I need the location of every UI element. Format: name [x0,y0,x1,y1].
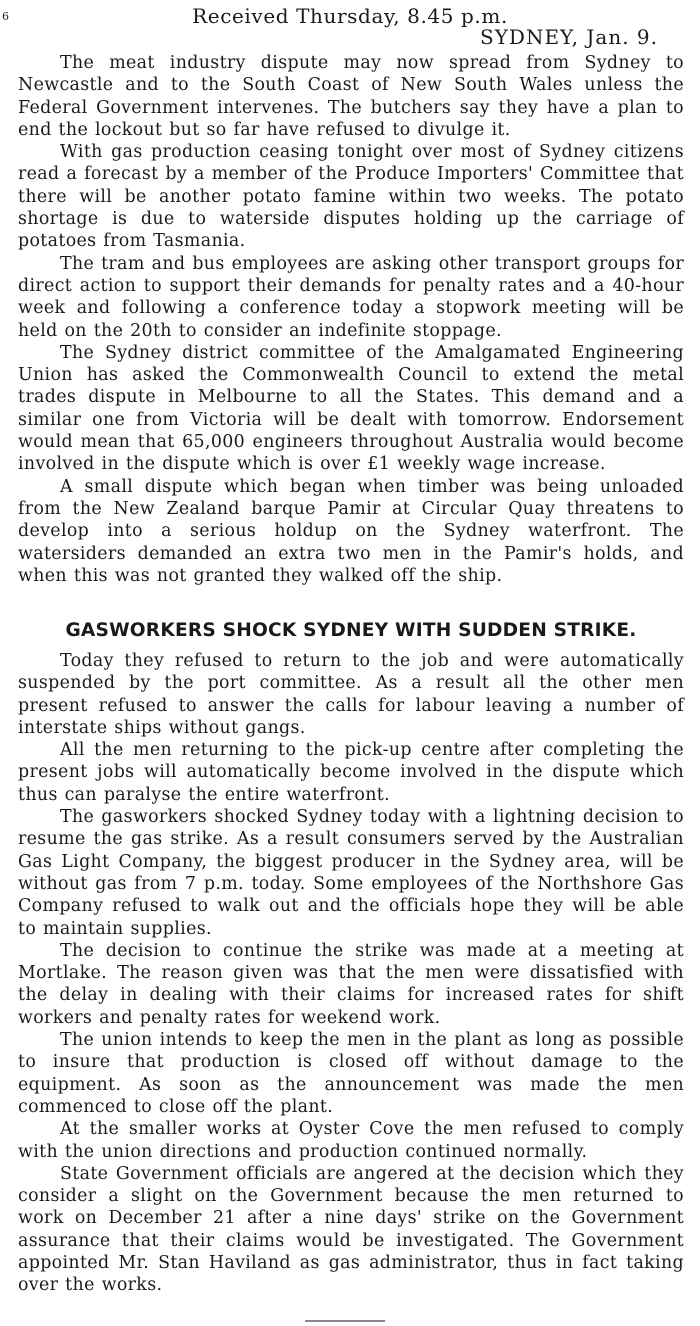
paragraph: At the smaller works at Oyster Cove the men refused to comply with the union directions and production continued normally. [18,1119,684,1162]
article-body-top [18,52,684,587]
paragraph: Today they refused to return to the job and were automatically suspended by the port committee. As a result all the other men present refused to answer the calls for labour leaving a number of interstate ships without gangs. [18,651,684,738]
paragraph: A small dispute which began when timber was being unloaded from the New Zealand barque Pamir at Circular Quay threatens to develop into a serious holdup on the Sydney waterfront. The watersiders demanded an extra two men in the Pamir's holds, and when this was not granted they walked off the ship. [18,476,684,586]
paragraph: The decision to continue the strike was made at a meeting at Mortlake. The reason given was that the men were dissatisfied with the delay in dealing with their claims for increased rates for shift workers and penalty rates for weekend work. [18,940,684,1028]
dateline: SYDNEY, Jan. 9. [480,25,658,49]
paragraph: State Government officials are angered at the decision which they consider a slight on the Government because the men returned to work on December 21 after a nine days' strike on the Government assurance that their claims would be investigated. The Government appointed Mr. Stan Haviland as gas administrator, thus in fact taking over the works. [18,1163,684,1296]
received-time: Received Thursday, 8.45 p.m. [192,4,508,28]
paragraph: With gas production ceasing tonight over most of Sydney citizens read a forecast by a member of the Produce Importers' Committee that there will be another potato famine within two weeks. The potato shortage is due to waterside disputes holding up the carriage of potatoes from Tasmania. [18,142,684,252]
column-end-rule [305,1320,385,1322]
paragraph: The meat industry dispute may now spread from Sydney to Newcastle and to the South Coast of New South Wales unless the Federal Government intervenes. The butchers say they have a plan to end the lockout but so far have refused to divulge it. [18,53,684,140]
margin-mark: 6 [2,10,9,23]
paragraph: All the men returning to the pick-up centre after completing the present jobs will automatically become involved in the dispute which thus can paralyse the entire waterfront. [18,740,684,805]
paragraph: The gasworkers shocked Sydney today with a lightning decision to resume the gas strike. As a result consumers served by the Australian Gas Light Company, the biggest producer in the Sydney area, will be without gas from 7 p.m. today. Some employees of the Northshore Gas Company refused to walk out and the officials hope they will be able to maintain supplies. [18,807,684,939]
paragraph: The Sydney district committee of the Amalgamated Engineering Union has asked the Commonwealth Council to extend the metal trades dispute in Melbourne to all the States. This demand and a similar one from Victoria will be dealt with tomorrow. Endorsement would mean that 65,000 engineers throughout Australia would become involved in the dispute which is over £1 weekly wage increase. [18,342,684,475]
paragraph: The union intends to keep the men in the plant as long as possible to insure that production is closed off without damage to the equipment. As soon as the announcement was made the men commenced to close off the plant. [18,1030,684,1117]
headline: GASWORKERS SHOCK SYDNEY WITH SUDDEN STRIKE. [65,620,637,641]
paragraph: The tram and bus employees are asking other transport groups for direct action to support their demands for penalty rates and a 40-hour week and following a conference today a stopwork meeting will be held on the 20th to consider an indefinite stoppage. [18,253,684,341]
article-body-bottom [18,650,684,1297]
